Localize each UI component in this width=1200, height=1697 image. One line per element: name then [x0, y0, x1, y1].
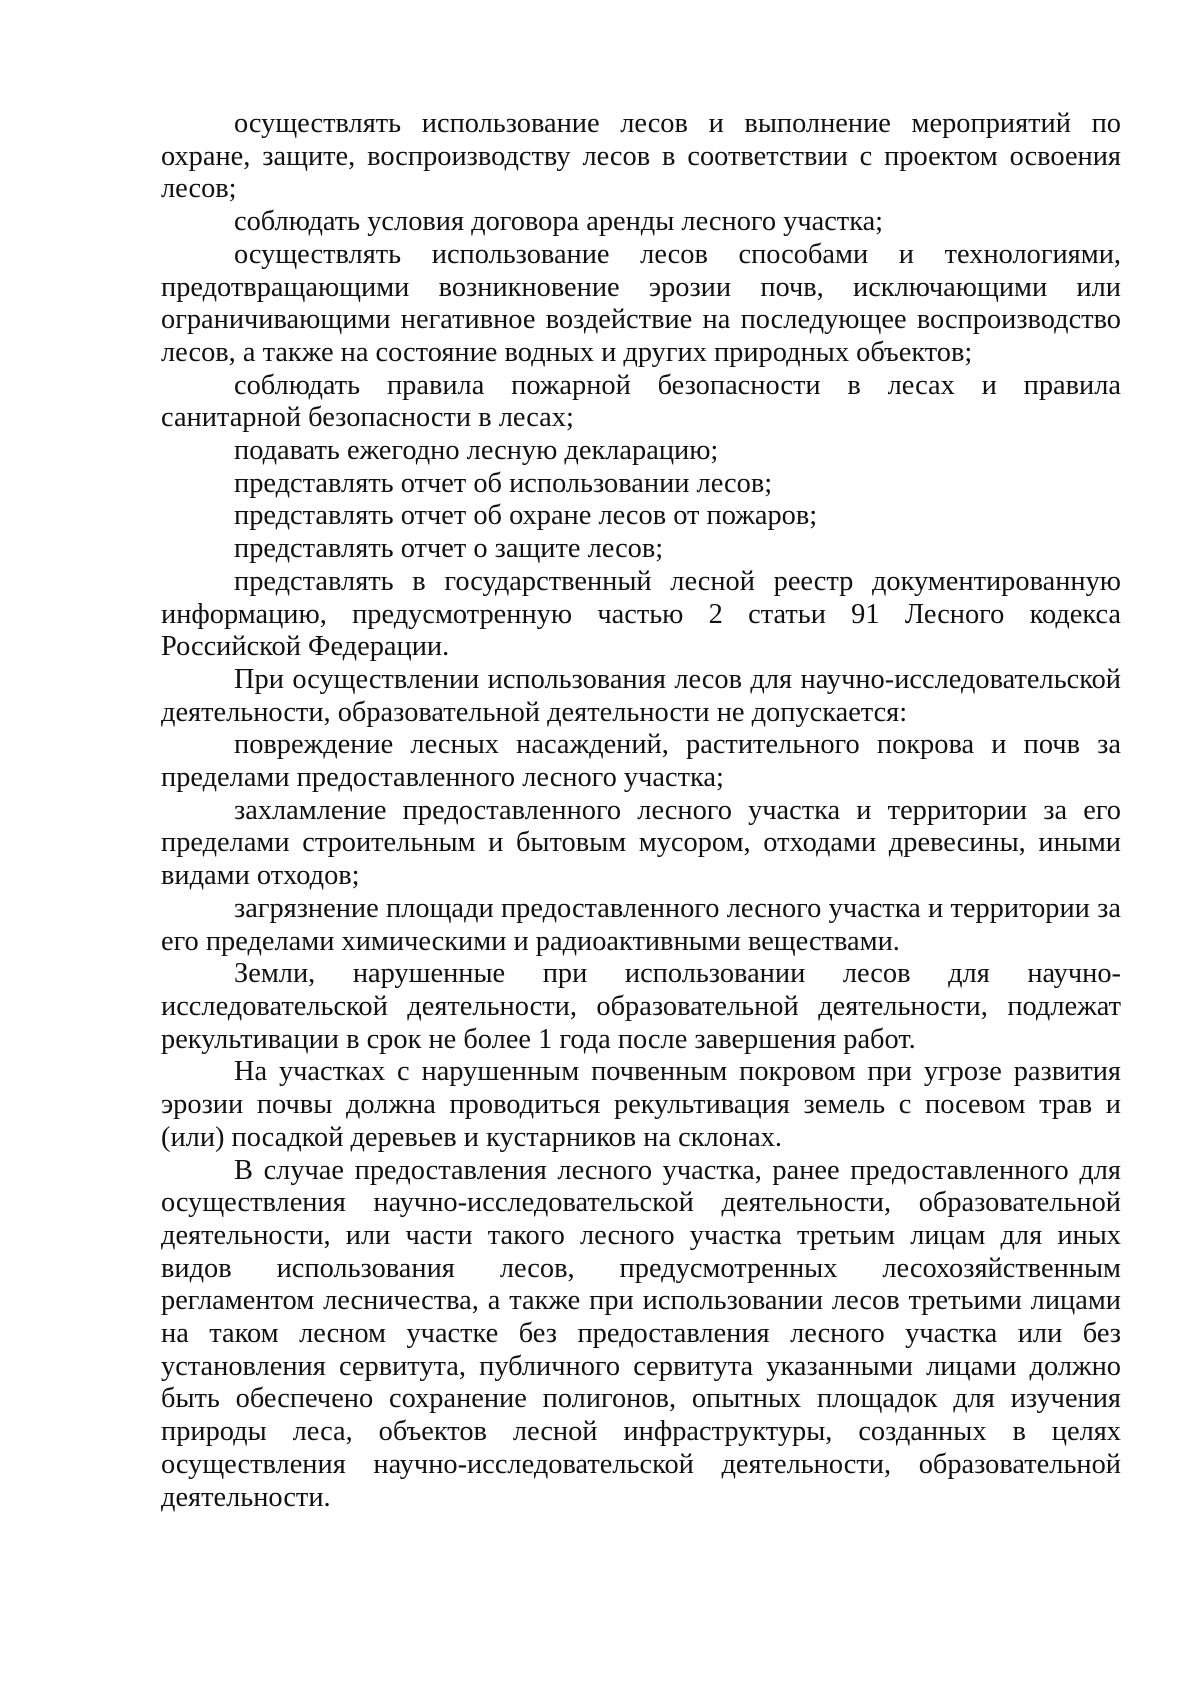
- paragraph: загрязнение площади предоставленного лесного участка и территории за его пределами химическими и радиоактивными веществами.: [161, 892, 1121, 957]
- paragraph: представлять отчет об использовании лесов;: [234, 467, 773, 499]
- paragraph: В случае предоставления лесного участка, ранее предоставленного для осуществления научно-исследовательской деятельности, образовательной деятельности, или части такого лесного участка третьим лицам для иных видов использования лесов, предусмотренных лесохозяйственным регламентом лесничества, а также при использовании лесов третьими лицами на таком лесном участке без предоставления лесного участка или без установления сервитута, публичного сервитута указанными лицами должно быть обеспечено сохранение полигонов, опытных площадок для изучения природы леса, объектов лесной инфраструктуры, созданных в целях осуществления научно-исследовательской деятельности, образовательной деятельности.: [161, 1154, 1121, 1513]
- paragraph: осуществлять использование лесов способами и технологиями, предотвращающими возникновение эрозии почв, исключающими или ограничивающими негативное воздействие на последующее воспроизводство лесов, а также на состояние водных и других природных объектов;: [161, 238, 1121, 368]
- paragraph: На участках с нарушенным почвенным покровом при угрозе развития эрозии почвы должна проводиться рекультивация земель с посевом трав и (или) посадкой деревьев и кустарников на склонах.: [161, 1056, 1121, 1153]
- paragraph: подавать ежегодно лесную декларацию;: [234, 435, 719, 467]
- paragraph: захламление предоставленного лесного участка и территории за его пределами строительным и бытовым мусором, отходами древесины, иными видами отходов;: [161, 794, 1121, 892]
- document-page: [161, 108, 1121, 1514]
- paragraph: представлять отчет об охране лесов от пожаров;: [234, 500, 818, 532]
- paragraph: При осуществлении использования лесов для научно-исследовательской деятельности, образовательной деятельности не допускается:: [161, 663, 1121, 728]
- paragraph: соблюдать условия договора аренды лесного участка;: [234, 206, 884, 238]
- paragraph: осуществлять использование лесов и выполнение мероприятий по охране, защите, воспроизводству лесов в соответствии с проектом освоения лесов;: [161, 108, 1121, 205]
- paragraph: представлять в государственный лесной реестр документированную информацию, предусмотренную частью 2 статьи 91 Лесного кодекса Российской Федерации.: [161, 565, 1121, 663]
- paragraph: Земли, нарушенные при использовании лесов для научно-исследовательской деятельности, образовательной деятельности, подлежат рекультивации в срок не более 1 года после завершения работ.: [161, 958, 1121, 1055]
- paragraph: повреждение лесных насаждений, растительного покрова и почв за пределами предоставленного лесного участка;: [161, 729, 1121, 794]
- paragraph: соблюдать правила пожарной безопасности в лесах и правила санитарной безопасности в лесах;: [161, 369, 1121, 434]
- paragraph: представлять отчет о защите лесов;: [234, 533, 664, 565]
